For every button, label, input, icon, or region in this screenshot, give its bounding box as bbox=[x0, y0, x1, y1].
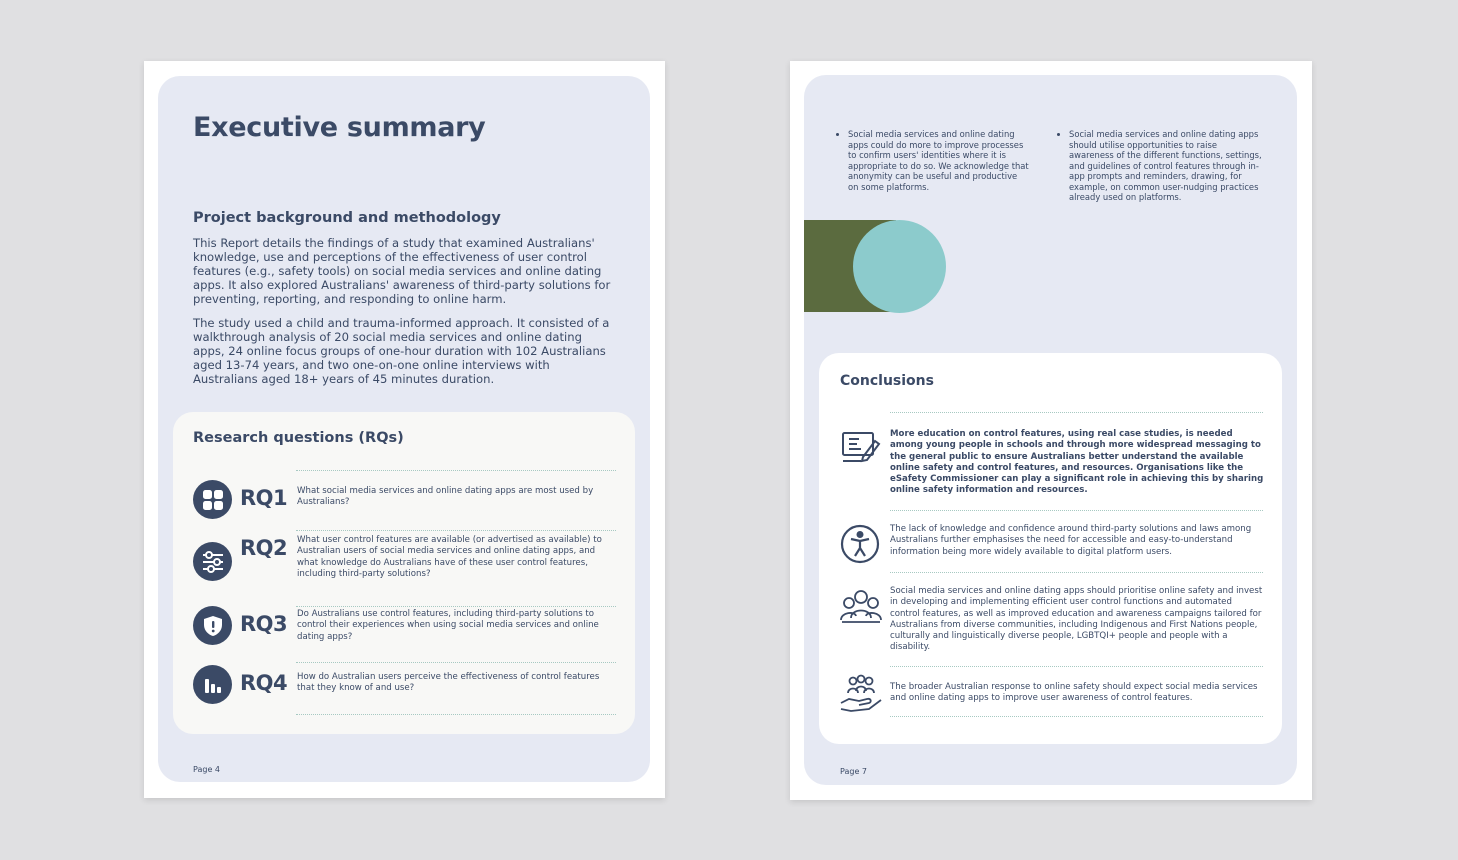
rq-text: What user control features are available (or advertised as available) to Australian users of social media services and online dating apps, and what knowledge do Australians have of these user control features, including third-party solutions? bbox=[297, 535, 602, 580]
divider bbox=[890, 572, 1263, 573]
rq-item-4 bbox=[193, 664, 616, 708]
page-7-panel bbox=[804, 75, 1297, 785]
conclusion-text: The broader Australian response to online safety should expect social media services and online dating apps to improve user awareness of control features. bbox=[890, 682, 1258, 704]
rq-text: What social media services and online dating apps are most used by Australians? bbox=[297, 486, 594, 508]
rq-text: Do Australians use control features, including third-party solutions to control their experiences when using social media services and online dating apps? bbox=[297, 609, 599, 642]
page-number: Page 4 bbox=[193, 765, 220, 774]
page-4 bbox=[144, 61, 665, 798]
bullet-column-1 bbox=[839, 129, 1029, 192]
divider bbox=[296, 470, 616, 471]
page-4-panel bbox=[158, 76, 650, 782]
rq-code: RQ3 bbox=[240, 612, 288, 636]
divider bbox=[296, 714, 616, 715]
conclusions-heading: Conclusions bbox=[840, 373, 934, 389]
shield-alert-icon bbox=[193, 606, 232, 645]
divider bbox=[890, 666, 1263, 667]
page-7 bbox=[790, 61, 1312, 800]
bullet-item: • Social media services and online dating apps should utilise opportunities to raise awareness of the different functions, settings, and guidelines of control features through in-app prompts and reminders, drawing, for example, on common user-nudging practices already used on platforms. bbox=[1069, 129, 1263, 203]
divider bbox=[890, 412, 1263, 413]
sliders-icon bbox=[193, 542, 232, 581]
rq-item-1 bbox=[193, 478, 616, 523]
divider bbox=[296, 530, 616, 531]
background-paragraph-2: The study used a child and trauma-informed approach. It consisted of a walkthrough analysis of 20 social media services and online dating apps, 24 online focus groups of one-hour duration with 102 Australians aged 13-74 years, and two one-on-one online interviews with Australians aged 18+ years of 45 minutes duration. bbox=[193, 316, 610, 387]
research-questions-heading: Research questions (RQs) bbox=[193, 430, 404, 446]
page-number: Page 7 bbox=[840, 767, 867, 776]
community-hand-icon bbox=[839, 673, 883, 717]
background-heading: Project background and methodology bbox=[193, 210, 501, 226]
conclusions-card bbox=[819, 353, 1282, 744]
conclusion-text: The lack of knowledge and confidence around third-party solutions and laws among Australians further emphasises the need for accessible and easy-to-understand information being more widely available to digital platform users. bbox=[890, 524, 1252, 557]
rq-code: RQ1 bbox=[240, 486, 288, 510]
education-icon bbox=[839, 427, 883, 471]
conclusion-text: Social media services and online dating apps should prioritise online safety and invest in developing and implementing efficient user control functions and automated control features, as well as improved education and awareness campaigns tailored for Australians from diverse communities, including Indigenous and First Nations people, culturally and linguistically diverse people, LGBTQI+ people and people with a disability. bbox=[890, 586, 1263, 653]
conclusion-item-4 bbox=[839, 673, 1263, 719]
conclusion-item-3 bbox=[839, 582, 1263, 656]
accessibility-icon bbox=[839, 523, 883, 567]
conclusion-item-2 bbox=[839, 521, 1263, 565]
rq-item-2 bbox=[193, 534, 616, 596]
bullet-column-2 bbox=[1060, 129, 1263, 203]
conclusion-text: More education on control features, using real case studies, is needed among young people in schools and through more widespread messaging to the general public to ensure Australians better understand the available online safety and control features, and resources. Organisations like the eSafety Commissioner can play a significant role in achieving this by sharing online safety information and resources. bbox=[890, 429, 1264, 496]
divider bbox=[296, 662, 616, 663]
research-questions-card bbox=[173, 412, 635, 734]
bullet-item: • Social media services and online dating apps could do more to improve processes to confirm users' identities where it is appropriate to do so. We acknowledge that anonymity can be useful and productive on some platforms. bbox=[848, 129, 1029, 192]
decorative-teal-circle bbox=[853, 220, 946, 313]
apps-grid-icon bbox=[193, 480, 232, 519]
conclusion-item-1 bbox=[839, 427, 1263, 499]
background-paragraph-1: This Report details the findings of a study that examined Australians' knowledge, use and perceptions of the effectiveness of user control features (e.g., safety tools) on social media services and online dating apps. It also explored Australians' awareness of third-party solutions for preventing, reporting, and responding to online harm. bbox=[193, 236, 611, 307]
rq-code: RQ4 bbox=[240, 671, 288, 695]
rq-item-3 bbox=[193, 602, 616, 650]
rq-text: How do Australian users perceive the effectiveness of control features that they know of and use? bbox=[297, 672, 600, 694]
divider bbox=[890, 716, 1263, 717]
page-title: Executive summary bbox=[193, 112, 486, 143]
diverse-people-icon bbox=[839, 586, 883, 630]
divider bbox=[890, 510, 1263, 511]
rq-code: RQ2 bbox=[240, 536, 288, 560]
bar-chart-icon bbox=[193, 665, 232, 704]
